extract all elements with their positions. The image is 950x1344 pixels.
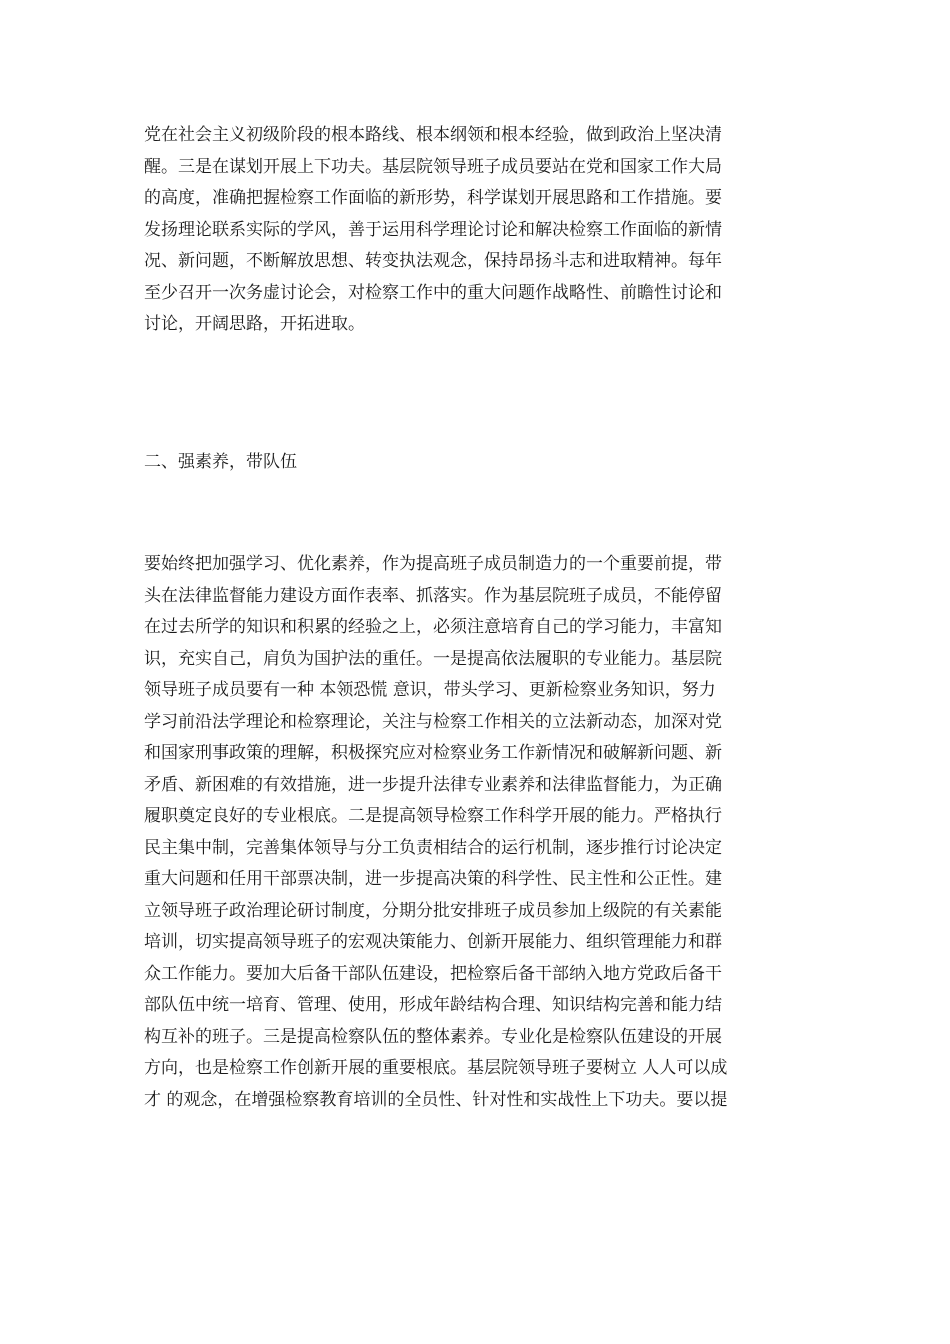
- text-line: 方向，也是检察工作创新开展的重要根底。基层院领导班子要树立 人人可以成: [144, 1058, 728, 1078]
- text-line: 和国家刑事政策的理解，积极探究应对检察业务工作新情况和破解新问题、新: [144, 743, 722, 763]
- text-line: 在过去所学的知识和积累的经验之上，必须注意培育自己的学习能力，丰富知: [144, 617, 722, 637]
- text-line: 矛盾、新困难的有效措施，进一步提升法律专业素养和法律监督能力，为正确: [144, 774, 722, 795]
- text-line: 醒。三是在谋划开展上下功夫。基层院领导班子成员要站在党和国家工作大局: [144, 156, 722, 177]
- text-line: 培训，切实提高领导班子的宏观决策能力、创新开展能力、组织管理能力和群: [144, 932, 722, 952]
- text-line: 至少召开一次务虚讨论会，对检察工作中的重大问题作战略性、前瞻性讨论和: [144, 282, 722, 303]
- paragraph-1: [144, 120, 816, 341]
- text-line: 头在法律监督能力建设方面作表率、抓落实。作为基层院班子成员，不能停留: [144, 585, 722, 606]
- text-line: 况、新问题，不断解放思想、转变执法观念，保持昂扬斗志和进取精神。每年: [144, 251, 722, 271]
- text-line: 讨论，开阔思路，开拓进取。: [144, 314, 365, 334]
- text-line: 识，充实自己，肩负为国护法的重任。一是提高依法履职的专业能力。基层院: [144, 648, 722, 669]
- text-line: 重大问题和任用干部票决制，进一步提高决策的科学性、民主性和公正性。建: [144, 869, 722, 889]
- text-line: 才 的观念，在增强检察教育培训的全员性、针对性和实战性上下功夫。要以提: [144, 1089, 728, 1110]
- section-heading: [144, 447, 816, 479]
- text-line: 部队伍中统一培育、管理、使用，形成年龄结构合理、知识结构完善和能力结: [144, 995, 722, 1015]
- text-line: 党在社会主义初级阶段的根本路线、根本纲领和根本经验，做到政治上坚决清: [144, 125, 722, 145]
- text-line: 立领导班子政治理论研讨制度，分期分批安排班子成员参加上级院的有关素能: [144, 900, 722, 921]
- section-heading-text: 二、强素养，带队伍: [144, 452, 297, 472]
- text-line: 履职奠定良好的专业根底。二是提高领导检察工作科学开展的能力。严格执行: [144, 806, 722, 826]
- text-line: 的高度，准确把握检察工作面临的新形势，科学谋划开展思路和工作措施。要: [144, 188, 722, 208]
- text-line: 发扬理论联系实际的学风，善于运用科学理论讨论和解决检察工作面临的新情: [144, 219, 722, 240]
- text-line: 构互补的班子。三是提高检察队伍的整体素养。专业化是检察队伍建设的开展: [144, 1026, 722, 1047]
- text-line: 领导班子成员要有一种 本领恐慌 意识，带头学习、更新检察业务知识，努力: [144, 680, 716, 700]
- text-line: 学习前沿法学理论和检察理论，关注与检察工作相关的立法新动态，加深对党: [144, 711, 722, 732]
- text-line: 众工作能力。要加大后备干部队伍建设，把检察后备干部纳入地方党政后备干: [144, 963, 722, 984]
- text-line: 民主集中制，完善集体领导与分工负责相结合的运行机制，逐步推行讨论决定: [144, 837, 722, 858]
- paragraph-2: [144, 549, 816, 1116]
- text-line: 要始终把加强学习、优化素养，作为提高班子成员制造力的一个重要前提，带: [144, 554, 722, 574]
